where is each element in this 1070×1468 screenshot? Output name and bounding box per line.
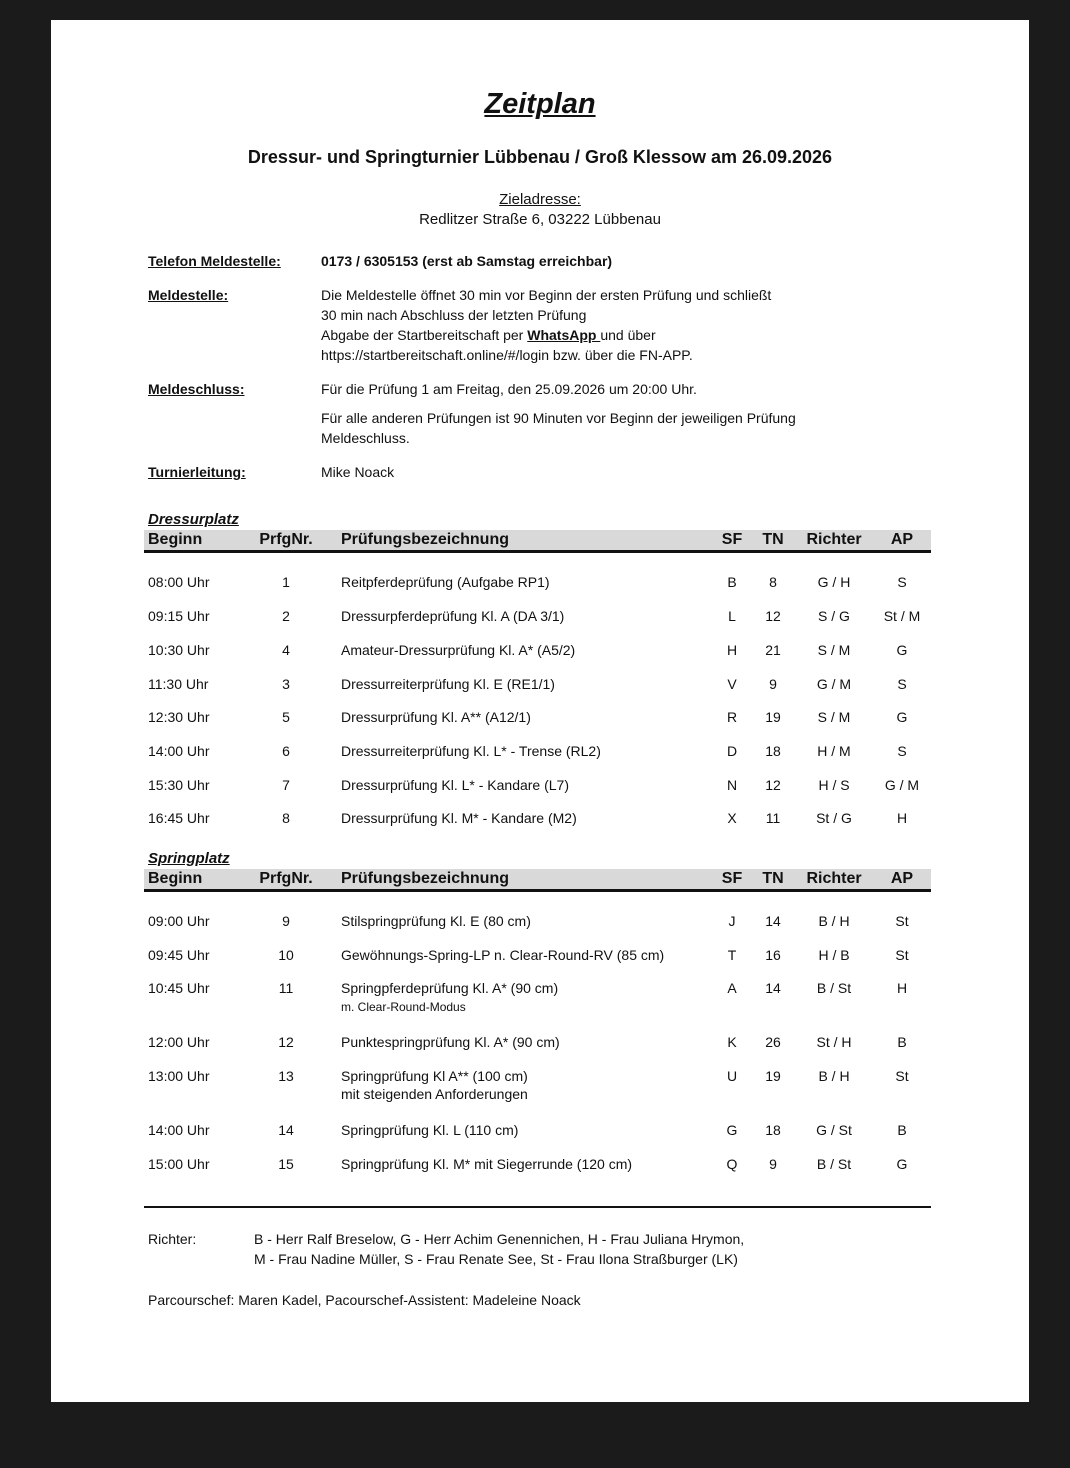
- row-name: Dressurprüfung Kl. M* - Kandare (M2): [341, 810, 577, 826]
- meldeschluss-line: Für die Prüfung 1 am Freitag, den 25.09.2026 um 20:00 Uhr.: [321, 381, 697, 397]
- meldestelle-line: 30 min nach Abschluss der letzten Prüfung: [321, 307, 587, 323]
- row-name: Springprüfung Kl A** (100 cm): [341, 1068, 528, 1084]
- row-ap: G: [896, 1156, 908, 1172]
- meldeschluss-line: Für alle anderen Prüfungen ist 90 Minuten vor Beginn der jeweiligen Prüfung: [321, 410, 796, 426]
- row-richter: St / H: [816, 1034, 852, 1050]
- table-row: [144, 707, 931, 727]
- row-tn: 11: [765, 810, 781, 826]
- table-row: [144, 1032, 931, 1052]
- col-name: Prüfungsbezeichnung: [341, 531, 509, 548]
- row-sf: V: [727, 676, 737, 692]
- col-richter: Richter: [806, 531, 862, 548]
- table-row: [144, 741, 931, 761]
- address-value: Redlitzer Straße 6, 03222 Lübbenau: [419, 211, 661, 228]
- row-beginn: 13:00 Uhr: [148, 1068, 210, 1084]
- row-ap: St: [895, 1068, 909, 1084]
- row-tn: 9: [769, 676, 777, 692]
- row-name: Gewöhnungs-Spring-LP n. Clear-Round-RV (85 cm): [341, 947, 665, 963]
- row-tn: 26: [765, 1034, 781, 1050]
- col-ap: AP: [890, 531, 914, 548]
- row-richter: S / M: [817, 709, 851, 725]
- row-nr: 11: [278, 980, 294, 996]
- table-row: [144, 775, 931, 795]
- row-beginn: 09:15 Uhr: [148, 608, 210, 624]
- row-sf: K: [727, 1034, 737, 1050]
- row-nr: 15: [278, 1156, 294, 1172]
- row-beginn: 09:00 Uhr: [148, 913, 210, 929]
- meldestelle-line: Die Meldestelle öffnet 30 min vor Beginn der ersten Prüfung und schließt: [321, 287, 772, 303]
- row-ap: St / M: [883, 608, 921, 624]
- row-beginn: 11:30 Uhr: [148, 676, 209, 692]
- row-name: Dressurreiterprüfung Kl. L* - Trense (RL2): [341, 743, 601, 759]
- dressur-table-header: [144, 530, 931, 553]
- col-beginn: Beginn: [148, 531, 203, 548]
- col-sf: SF: [721, 870, 743, 887]
- richter-label: Richter:: [148, 1231, 197, 1247]
- row-tn: 18: [765, 1122, 781, 1138]
- meldestelle-line-text: Abgabe der Startbereitschaft per: [321, 327, 528, 343]
- row-nr: 5: [282, 709, 290, 725]
- row-beginn: 10:45 Uhr: [148, 980, 210, 996]
- col-nr: PrfgNr.: [259, 531, 313, 548]
- richter-line: M - Frau Nadine Müller, S - Frau Renate See, St - Frau Ilona Straßburger (LK): [254, 1251, 738, 1267]
- col-nr: PrfgNr.: [259, 870, 313, 887]
- row-name: Reitpferdeprüfung (Aufgabe RP1): [341, 574, 550, 590]
- whatsapp-link[interactable]: WhatsApp: [527, 327, 601, 343]
- row-beginn: 08:00 Uhr: [148, 574, 210, 590]
- col-name: Prüfungsbezeichnung: [341, 870, 509, 887]
- meldeschluss-label: Meldeschluss:: [148, 381, 245, 397]
- table-row: [144, 1120, 931, 1140]
- col-beginn: Beginn: [148, 870, 203, 887]
- springplatz-title: Springplatz: [148, 850, 230, 867]
- row-ap: B: [897, 1122, 907, 1138]
- row-richter: S / M: [817, 642, 851, 658]
- table-row: [144, 572, 931, 592]
- row-sf: L: [728, 608, 736, 624]
- table-row: [144, 640, 931, 660]
- row-nr: 13: [278, 1068, 294, 1084]
- row-sf: R: [726, 709, 738, 725]
- row-tn: 12: [765, 608, 781, 624]
- row-name: Springprüfung Kl. M* mit Siegerrunde (120 cm): [341, 1156, 633, 1172]
- row-ap: B: [897, 1034, 907, 1050]
- row-nr: 1: [282, 574, 290, 590]
- row-sf: U: [726, 1068, 738, 1084]
- row-nr: 3: [282, 676, 290, 692]
- row-name: Dressurreiterprüfung Kl. E (RE1/1): [341, 676, 555, 692]
- footer-divider: [144, 1206, 931, 1208]
- row-tn: 18: [765, 743, 781, 759]
- row-ap: G / M: [884, 777, 920, 793]
- richter-line: B - Herr Ralf Breselow, G - Herr Achim Genennichen, H - Frau Juliana Hrymon,: [254, 1231, 745, 1247]
- row-sf: Q: [726, 1156, 738, 1172]
- row-richter: G / St: [816, 1122, 852, 1138]
- row-name: Dressurpferdeprüfung Kl. A (DA 3/1): [341, 608, 565, 624]
- address-label: Zieladresse:: [499, 191, 581, 208]
- row-sf: B: [727, 574, 737, 590]
- row-richter: H / B: [818, 947, 850, 963]
- row-name: Dressurprüfung Kl. A** (A12/1): [341, 709, 531, 725]
- row-beginn: 10:30 Uhr: [148, 642, 210, 658]
- document-page: [51, 20, 1029, 1402]
- row-name: Springprüfung Kl. L (110 cm): [341, 1122, 519, 1138]
- row-tn: 8: [769, 574, 777, 590]
- telefon-value: 0173 / 6305153 (erst ab Samstag erreichbar): [321, 253, 613, 269]
- row-richter: S / G: [818, 608, 850, 624]
- meldestelle-label: Meldestelle:: [148, 287, 229, 303]
- row-beginn: 15:30 Uhr: [148, 777, 210, 793]
- row-ap: S: [897, 574, 907, 590]
- row-beginn: 12:30 Uhr: [148, 709, 210, 725]
- telefon-label: Telefon Meldestelle:: [148, 253, 281, 269]
- table-row: [144, 1154, 931, 1174]
- row-richter: B / H: [818, 913, 850, 929]
- row-sf: T: [727, 947, 737, 963]
- row-sf: G: [726, 1122, 738, 1138]
- row-tn: 9: [769, 1156, 777, 1172]
- row-tn: 14: [765, 980, 781, 996]
- row-ap: S: [897, 743, 907, 759]
- meldestelle-text: [321, 285, 771, 365]
- turnierleitung-value: Mike Noack: [321, 464, 395, 480]
- meldestelle-line-text: und über: [600, 327, 656, 343]
- row-sf: J: [728, 913, 736, 929]
- row-nr: 8: [282, 810, 290, 826]
- table-row: [144, 945, 931, 965]
- row-name: Springpferdeprüfung Kl. A* (90 cm): [341, 980, 559, 996]
- row-sf: A: [727, 980, 737, 996]
- row-ap: S: [897, 676, 907, 692]
- row-tn: 19: [765, 1068, 781, 1084]
- row-richter: St / G: [816, 810, 852, 826]
- row-beginn: 09:45 Uhr: [148, 947, 210, 963]
- table-row: [144, 1066, 931, 1102]
- event-subtitle: Dressur- und Springturnier Lübbenau / Groß Klessow am 26.09.2026: [247, 147, 833, 167]
- row-ap: H: [896, 980, 908, 996]
- dressurplatz-title: Dressurplatz: [148, 511, 239, 528]
- row-nr: 2: [282, 608, 290, 624]
- row-sf: H: [726, 642, 738, 658]
- row-beginn: 14:00 Uhr: [148, 743, 210, 759]
- row-beginn: 12:00 Uhr: [148, 1034, 210, 1050]
- row-richter: B / St: [816, 980, 852, 996]
- row-richter: B / St: [816, 1156, 852, 1172]
- col-richter: Richter: [806, 870, 862, 887]
- row-nr: 10: [278, 947, 294, 963]
- row-name: Stilspringprüfung Kl. E (80 cm): [341, 913, 531, 929]
- row-ap: H: [896, 810, 908, 826]
- row-tn: 16: [765, 947, 781, 963]
- row-name: Amateur-Dressurprüfung Kl. A* (A5/2): [341, 642, 576, 658]
- row-richter: G / H: [817, 574, 851, 590]
- table-row: [144, 808, 931, 828]
- row-nr: 9: [282, 913, 290, 929]
- meldestelle-line: https://startbereitschaft.online/#/login bzw. über die FN-APP.: [321, 347, 693, 363]
- page-title: Zeitplan: [484, 88, 596, 120]
- row-ap: G: [896, 642, 908, 658]
- row-richter: B / H: [818, 1068, 850, 1084]
- row-nr: 6: [282, 743, 290, 759]
- row-name: Dressurprüfung Kl. L* - Kandare (L7): [341, 777, 569, 793]
- row-nr: 4: [282, 642, 290, 658]
- row-beginn: 16:45 Uhr: [148, 810, 210, 826]
- row-beginn: 15:00 Uhr: [148, 1156, 210, 1172]
- col-ap: AP: [890, 870, 914, 887]
- row-tn: 19: [765, 709, 781, 725]
- table-row: [144, 911, 931, 931]
- row-nr: 7: [282, 777, 290, 793]
- row-nr: 14: [278, 1122, 294, 1138]
- row-beginn: 14:00 Uhr: [148, 1122, 210, 1138]
- row-name-subline: mit steigenden Anforderungen: [341, 1086, 528, 1102]
- row-richter: G / M: [816, 676, 852, 692]
- row-sf: N: [726, 777, 738, 793]
- table-row: [144, 674, 931, 694]
- table-row: [144, 978, 931, 1014]
- row-name: Punktespringprüfung Kl. A* (90 cm): [341, 1034, 560, 1050]
- row-richter: H / M: [817, 743, 851, 759]
- row-nr: 12: [278, 1034, 294, 1050]
- meldestelle-line: [321, 325, 771, 345]
- col-tn: TN: [762, 870, 784, 887]
- col-sf: SF: [721, 531, 743, 548]
- spring-table-header: [144, 869, 931, 892]
- row-richter: H / S: [818, 777, 850, 793]
- turnierleitung-label: Turnierleitung:: [148, 464, 246, 480]
- row-tn: 21: [765, 642, 781, 658]
- row-tn: 12: [765, 777, 781, 793]
- row-ap: St: [895, 947, 909, 963]
- parcours-line: Parcourschef: Maren Kadel, Pacourschef-Assistent: Madeleine Noack: [148, 1292, 581, 1308]
- row-tn: 14: [765, 913, 781, 929]
- meldeschluss-line: Meldeschluss.: [321, 430, 410, 446]
- col-tn: TN: [762, 531, 784, 548]
- row-sf: D: [726, 743, 738, 759]
- row-sf: X: [727, 810, 737, 826]
- table-row: [144, 606, 931, 626]
- row-ap: St: [895, 913, 909, 929]
- row-ap: G: [896, 709, 908, 725]
- row-name-subline: m. Clear-Round-Modus: [341, 1000, 466, 1014]
